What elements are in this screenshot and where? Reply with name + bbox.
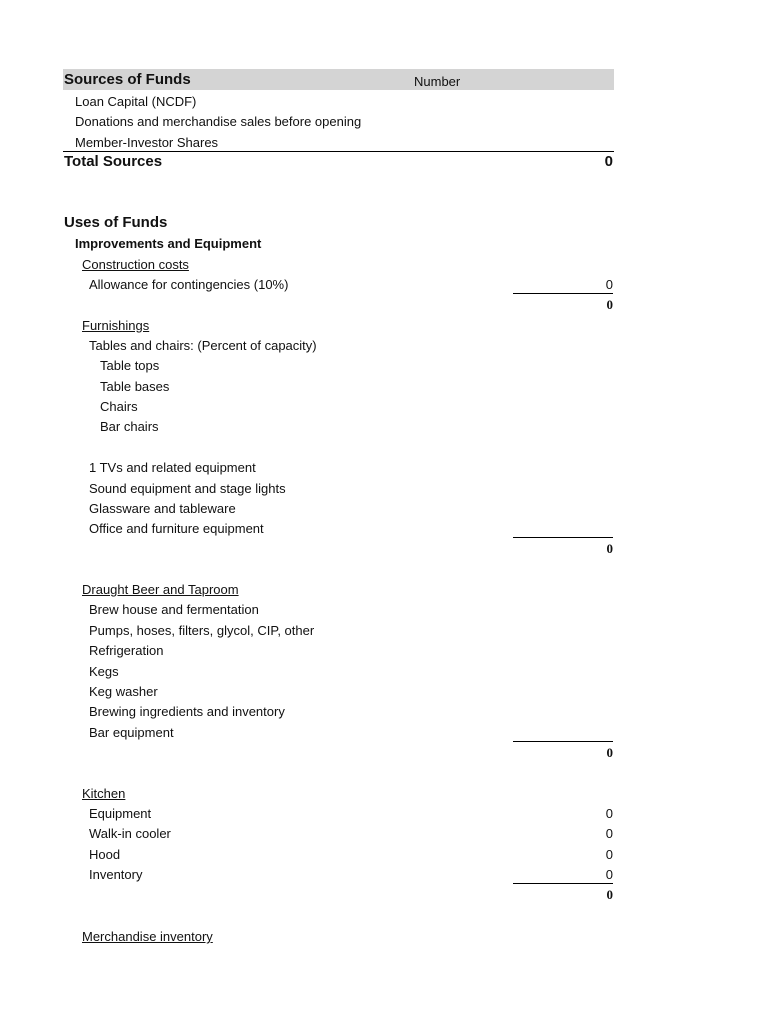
draught-item-keg-washer: Keg washer <box>89 684 158 699</box>
draught-item-brew-house: Brew house and fermentation <box>89 602 259 617</box>
draught-subtotal-rule <box>513 741 613 742</box>
total-sources-value: 0 <box>604 153 613 170</box>
source-item-member-shares: Member-Investor Shares <box>75 135 219 150</box>
contingency-value: 0 <box>605 277 613 292</box>
kitchen-subtotal: 0 <box>606 887 613 902</box>
furnishing-item-chairs: Chairs <box>100 399 138 414</box>
kitchen-value-walk-in-cooler: 0 <box>605 826 613 841</box>
merchandise-label: Merchandise inventory <box>82 929 213 944</box>
source-item-loan-capital: Loan Capital (NCDF) <box>75 94 197 109</box>
furnishing-item-tvs: 1 TVs and related equipment <box>89 460 256 475</box>
draught-item-bar-equipment: Bar equipment <box>89 725 174 740</box>
kitchen-value-inventory: 0 <box>605 867 613 882</box>
total-sources-label: Total Sources <box>64 153 163 170</box>
furnishing-item-bar-chairs: Bar chairs <box>100 419 159 434</box>
kitchen-value-hood: 0 <box>605 847 613 862</box>
kitchen-subtotal-rule <box>513 883 613 884</box>
tables-chairs-label: Tables and chairs: (Percent of capacity) <box>89 338 317 353</box>
kitchen-item-equipment: Equipment <box>89 806 152 821</box>
furnishing-item-table-tops: Table tops <box>100 358 160 373</box>
furnishings-subtotal-rule <box>513 537 613 538</box>
furnishings-subtotal: 0 <box>606 541 613 556</box>
sources-title: Sources of Funds <box>64 71 191 88</box>
furnishing-item-sound: Sound equipment and stage lights <box>89 481 286 496</box>
total-sources-rule <box>63 151 614 152</box>
construction-subtotal-rule <box>513 293 613 294</box>
improvements-label: Improvements and Equipment <box>75 236 262 251</box>
number-column-label: Number <box>414 74 461 89</box>
construction-label: Construction costs <box>82 257 189 272</box>
source-item-donations: Donations and merchandise sales before opening <box>75 114 362 129</box>
kitchen-label: Kitchen <box>82 786 126 801</box>
construction-subtotal: 0 <box>606 297 613 312</box>
kitchen-value-equipment: 0 <box>605 806 613 821</box>
draught-label: Draught Beer and Taproom <box>82 582 239 597</box>
kitchen-item-hood: Hood <box>89 847 121 862</box>
furnishing-item-table-bases: Table bases <box>100 379 170 394</box>
draught-item-refrigeration: Refrigeration <box>89 643 164 658</box>
draught-item-kegs: Kegs <box>89 664 119 679</box>
furnishing-item-glassware: Glassware and tableware <box>89 501 236 516</box>
furnishing-item-office: Office and furniture equipment <box>89 521 264 536</box>
furnishings-label: Furnishings <box>82 318 150 333</box>
draught-item-ingredients: Brewing ingredients and inventory <box>89 704 285 719</box>
uses-title: Uses of Funds <box>64 214 168 231</box>
contingency-label: Allowance for contingencies (10%) <box>89 277 289 292</box>
draught-item-pumps: Pumps, hoses, filters, glycol, CIP, other <box>89 623 315 638</box>
kitchen-item-walk-in-cooler: Walk-in cooler <box>89 826 171 841</box>
kitchen-item-inventory: Inventory <box>89 867 143 882</box>
draught-subtotal: 0 <box>606 745 613 760</box>
